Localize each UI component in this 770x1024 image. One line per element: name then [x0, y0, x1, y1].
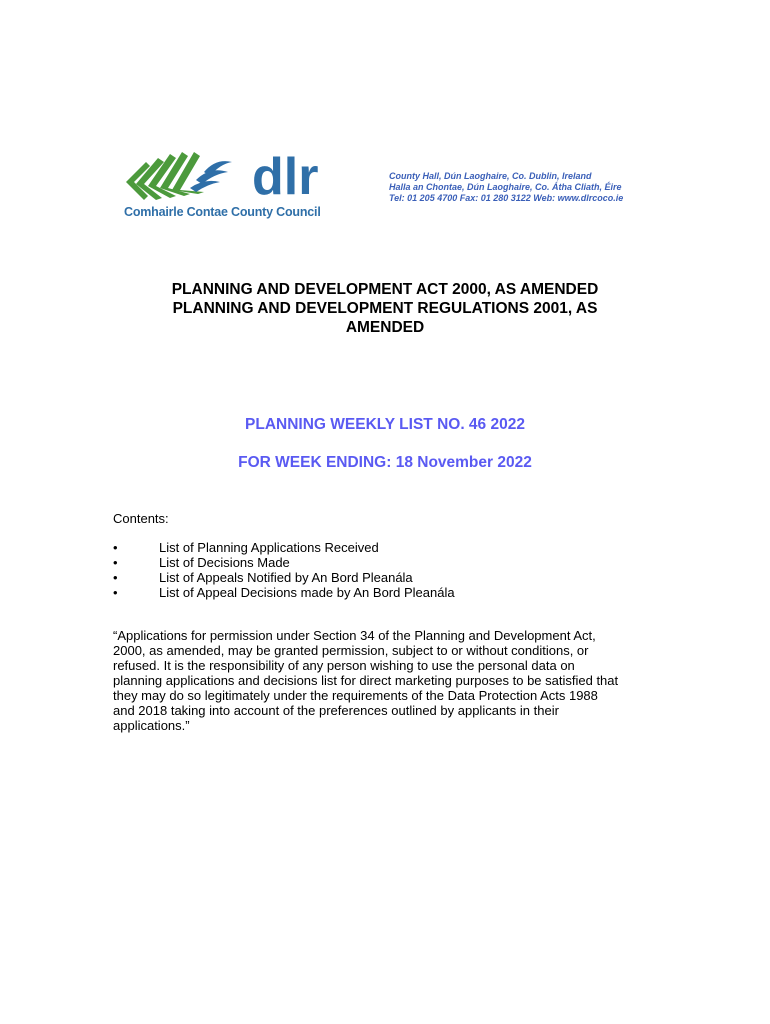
- document-title: [100, 280, 670, 337]
- data-protection-disclaimer: [113, 628, 673, 733]
- title-line: PLANNING AND DEVELOPMENT ACT 2000, AS AMENDED: [171, 281, 599, 298]
- title-line: AMENDED: [345, 319, 425, 336]
- contact-line: Tel: 01 205 4700 Fax: 01 280 3122 Web: www.dlrcoco.ie: [389, 193, 624, 203]
- council-address: [389, 171, 623, 204]
- disclaimer-line: refused. It is the responsibility of any person wishing to use the personal data on: [113, 658, 575, 673]
- title-line: PLANNING AND DEVELOPMENT REGULATIONS 2001, AS: [172, 300, 598, 317]
- bullet-icon: •: [113, 540, 118, 555]
- bullet-icon: •: [113, 585, 118, 600]
- bullet-icon: •: [113, 555, 118, 570]
- disclaimer-line: planning applications and decisions list for direct marketing purposes to be satisfied that: [113, 673, 619, 688]
- address-line: Halla an Chontae, Dún Laoghaire, Co. Átha Cliath, Éire: [389, 182, 622, 192]
- list-item-text: List of Appeals Notified by An Bord Pleanála: [159, 570, 413, 585]
- disclaimer-line: applications.”: [113, 718, 190, 733]
- list-item-text: List of Appeal Decisions made by An Bord Pleanála: [159, 585, 455, 600]
- week-ending-title: FOR WEEK ENDING: 18 November 2022: [238, 454, 532, 471]
- contents-label: Contents:: [113, 511, 169, 526]
- disclaimer-line: and 2018 taking into account of the preferences outlined by applicants in their: [113, 703, 559, 718]
- disclaimer-line: “Applications for permission under Section 34 of the Planning and Development Act,: [113, 628, 596, 643]
- council-logo: [124, 148, 330, 224]
- list-item: [113, 540, 455, 555]
- disclaimer-line: they may do so legitimately under the requirements of the Data Protection Acts 1988: [113, 688, 598, 703]
- disclaimer-line: 2000, as amended, may be granted permission, subject to or without conditions, or: [113, 643, 589, 658]
- logo-text: dlr: [252, 148, 319, 204]
- logo-subtitle: Comhairle Contae County Council: [124, 205, 321, 219]
- weekly-list-title: PLANNING WEEKLY LIST NO. 46 2022: [245, 416, 525, 433]
- list-item: [113, 585, 455, 600]
- contents-list: [113, 540, 455, 600]
- list-item-text: List of Decisions Made: [159, 555, 290, 570]
- list-item: [113, 570, 455, 585]
- bullet-icon: •: [113, 570, 118, 585]
- address-line: County Hall, Dún Laoghaire, Co. Dublin, Ireland: [389, 171, 592, 181]
- list-item: [113, 555, 455, 570]
- list-item-text: List of Planning Applications Received: [159, 540, 379, 555]
- dlr-wave-logo-icon: [124, 148, 330, 204]
